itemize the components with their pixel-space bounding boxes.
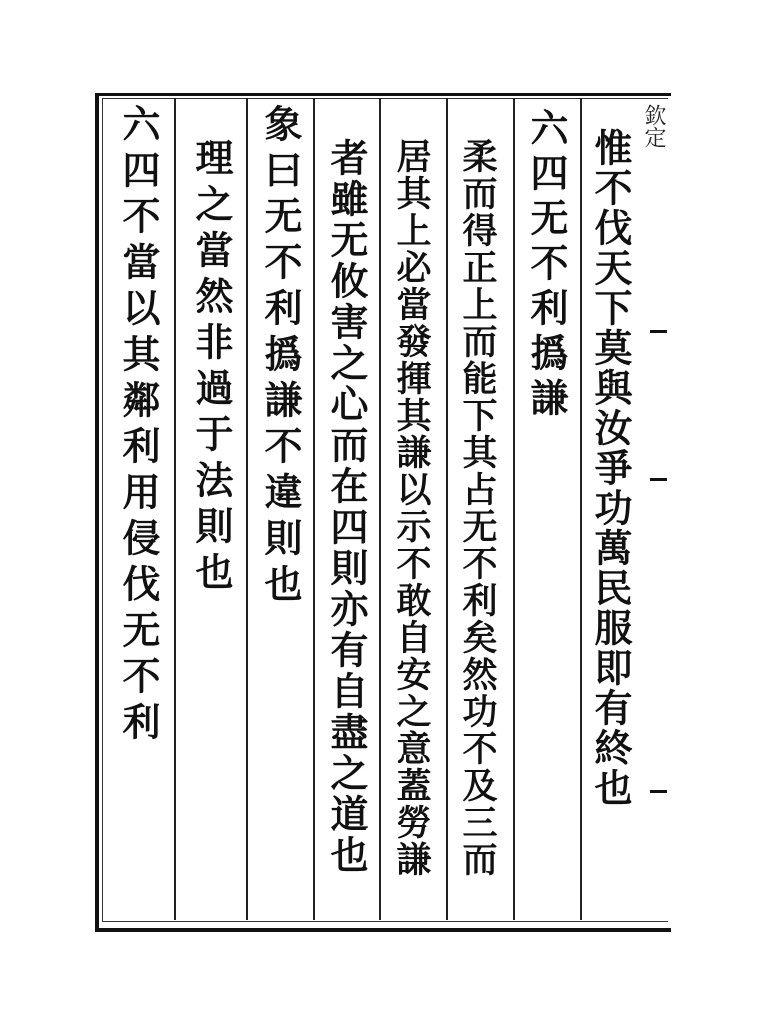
edge-mark bbox=[650, 478, 667, 481]
text-column-5: 者雖无攸害之心而在四則亦有自盡之道也 bbox=[324, 138, 369, 876]
text-column-1: 惟不伐天下莫與汝爭功萬民服即有終也 bbox=[588, 128, 633, 808]
edge-mark bbox=[650, 330, 667, 333]
column-rule bbox=[580, 98, 582, 920]
column-rule bbox=[446, 98, 448, 920]
column-rule bbox=[246, 98, 248, 920]
column-rule bbox=[379, 98, 381, 920]
text-column-2: 六四无不利撝謙 bbox=[524, 108, 569, 423]
text-column-4: 居其上必當發揮其謙以示不敢自安之意蓋勞謙 bbox=[391, 138, 432, 878]
column-rule bbox=[513, 98, 515, 920]
text-column-6: 象曰无不利撝謙不違則也 bbox=[258, 104, 303, 610]
column-rule bbox=[174, 98, 176, 920]
column-rule bbox=[313, 98, 315, 920]
page-frame-inner bbox=[102, 98, 668, 922]
edge-mark bbox=[650, 790, 667, 793]
text-column-3: 柔而得正上而能下其占无不利矣然功不及三而 bbox=[457, 138, 498, 878]
margin-title-fragment: 欽定 bbox=[641, 104, 666, 148]
text-column-7: 理之當然非過于法則也 bbox=[189, 138, 234, 598]
text-column-8: 六四不當以其鄰利用侵伐无不利 bbox=[116, 104, 161, 748]
